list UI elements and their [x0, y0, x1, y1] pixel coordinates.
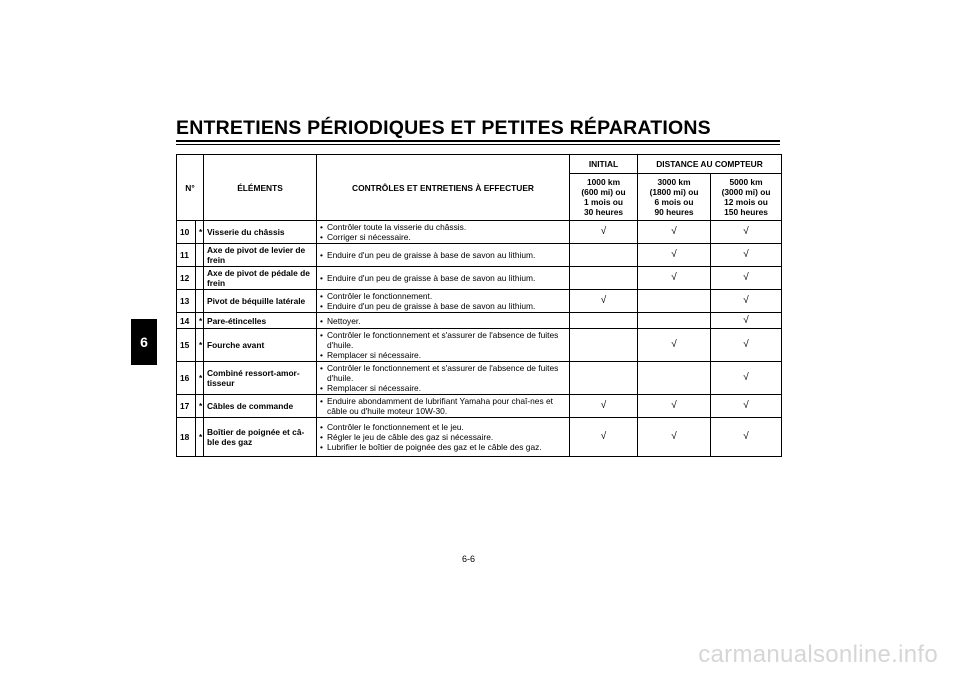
check-mark-icon: √ — [743, 400, 749, 411]
interval-1-mark — [570, 395, 638, 418]
check-item: • Enduire abondamment de lubrifiant Yamaha pour chaî-nes et câble ou d'huile moteur 10W-30. — [320, 396, 566, 416]
interval-2-distance: 3000 km — [657, 177, 691, 187]
checks-list — [320, 273, 566, 283]
check-item: • Contrôler le fonctionnement et le jeu. — [320, 422, 566, 432]
table-row — [177, 418, 782, 457]
header-no: N° — [177, 155, 204, 221]
check-item: • Contrôler le fonctionnement et s'assurer de l'absence de fuites d'huile. — [320, 330, 566, 350]
check-mark-icon: √ — [671, 226, 677, 237]
row-item: Combiné ressort-amor-tisseur — [204, 362, 317, 395]
interval-1-mark — [570, 362, 638, 395]
table-row — [177, 362, 782, 395]
table-row — [177, 313, 782, 329]
check-mark-icon: √ — [743, 295, 749, 306]
interval-2-mark — [638, 290, 711, 313]
header-interval-1 — [570, 174, 638, 221]
row-dealer-star — [196, 290, 204, 313]
interval-2-mark — [638, 329, 711, 362]
interval-1-months: 1 mois ou — [583, 197, 624, 207]
row-number: 13 — [177, 290, 196, 313]
check-item: • Lubrifier le boîtier de poignée des gaz et le câble des gaz. — [320, 442, 566, 452]
interval-3-mark — [711, 244, 782, 267]
check-item: • Corriger si nécessaire. — [320, 232, 566, 242]
interval-2-mark — [638, 313, 711, 329]
header-row-1 — [177, 155, 782, 174]
interval-3-months: 12 mois ou — [724, 197, 768, 207]
row-item: Axe de pivot de pédale de frein — [204, 267, 317, 290]
table-row — [177, 395, 782, 418]
interval-3-mark — [711, 313, 782, 329]
header-odometer: DISTANCE AU COMPTEUR — [638, 155, 782, 174]
check-item: • Enduire d'un peu de graisse à base de savon au lithium. — [320, 273, 566, 283]
table-row — [177, 290, 782, 313]
row-dealer-star — [196, 244, 204, 267]
row-checks — [317, 290, 570, 313]
interval-3-mark — [711, 362, 782, 395]
header-interval-2 — [638, 174, 711, 221]
interval-1-mark — [570, 418, 638, 457]
row-number: 17 — [177, 395, 196, 418]
check-mark-icon: √ — [743, 226, 749, 237]
interval-1-miles: (600 mi) ou — [581, 187, 626, 197]
row-checks — [317, 362, 570, 395]
interval-1-mark — [570, 244, 638, 267]
header-items: ÉLÉMENTS — [204, 155, 317, 221]
header-initial: INITIAL — [570, 155, 638, 174]
row-item: Axe de pivot de levier de frein — [204, 244, 317, 267]
interval-3-mark — [711, 290, 782, 313]
table-row — [177, 267, 782, 290]
row-dealer-star — [196, 267, 204, 290]
check-mark-icon: √ — [743, 431, 749, 442]
row-checks — [317, 267, 570, 290]
row-number: 12 — [177, 267, 196, 290]
interval-3-miles: (3000 mi) ou — [721, 187, 771, 197]
check-item: • Remplacer si nécessaire. — [320, 383, 566, 393]
row-checks — [317, 221, 570, 244]
row-dealer-star: * — [196, 329, 204, 362]
check-mark-icon: √ — [743, 372, 749, 383]
row-checks — [317, 244, 570, 267]
checks-list — [320, 291, 566, 311]
interval-3-mark — [711, 267, 782, 290]
interval-2-mark — [638, 362, 711, 395]
checks-list — [320, 250, 566, 260]
row-item: Pare-étincelles — [204, 313, 317, 329]
check-item: • Enduire d'un peu de graisse à base de savon au lithium. — [320, 250, 566, 260]
title-rule-thick — [176, 140, 780, 142]
check-item: • Contrôler le fonctionnement. — [320, 291, 566, 301]
header-checks: CONTRÔLES ET ENTRETIENS À EFFECTUER — [317, 155, 570, 221]
row-checks — [317, 395, 570, 418]
row-number: 10 — [177, 221, 196, 244]
check-mark-icon: √ — [600, 226, 607, 237]
interval-2-mark — [638, 395, 711, 418]
checks-list — [320, 422, 566, 452]
interval-3-distance: 5000 km — [729, 177, 763, 187]
row-dealer-star: * — [196, 221, 204, 244]
row-item: Visserie du châssis — [204, 221, 317, 244]
checks-list — [320, 396, 566, 416]
row-item: Boîtier de poignée et câ-ble des gaz — [204, 418, 317, 457]
check-mark-icon: √ — [671, 431, 677, 442]
row-item: Pivot de béquille latérale — [204, 290, 317, 313]
chapter-tab-number: 6 — [140, 334, 148, 350]
check-item: • Régler le jeu de câble des gaz si nécessaire. — [320, 432, 566, 442]
interval-2-hours: 90 heures — [654, 207, 694, 217]
interval-2-mark — [638, 221, 711, 244]
check-item: • Contrôler le fonctionnement et s'assurer de l'absence de fuites d'huile. — [320, 363, 566, 383]
table-row — [177, 221, 782, 244]
interval-3-mark — [711, 395, 782, 418]
interval-1-mark — [570, 290, 638, 313]
row-dealer-star: * — [196, 418, 204, 457]
row-number: 14 — [177, 313, 196, 329]
title-rule-thin — [176, 144, 780, 145]
checks-list — [320, 316, 566, 326]
interval-2-mark — [638, 244, 711, 267]
row-item: Fourche avant — [204, 329, 317, 362]
check-item: • Nettoyer. — [320, 316, 566, 326]
interval-3-hours: 150 heures — [724, 207, 768, 217]
header-interval-3 — [711, 174, 782, 221]
row-checks — [317, 313, 570, 329]
maintenance-table — [176, 154, 782, 457]
row-number: 11 — [177, 244, 196, 267]
check-mark-icon: √ — [600, 431, 607, 442]
interval-1-hours: 30 heures — [583, 207, 624, 217]
interval-1-mark — [570, 267, 638, 290]
checks-list — [320, 363, 566, 393]
interval-1-mark — [570, 221, 638, 244]
check-mark-icon: √ — [671, 400, 677, 411]
interval-2-miles: (1800 mi) ou — [649, 187, 699, 197]
watermark: carmanualsonline.info — [698, 641, 938, 668]
row-number: 15 — [177, 329, 196, 362]
check-item: • Remplacer si nécessaire. — [320, 350, 566, 360]
check-mark-icon: √ — [671, 339, 677, 350]
interval-2-mark — [638, 267, 711, 290]
interval-2-months: 6 mois ou — [654, 197, 694, 207]
check-mark-icon: √ — [600, 295, 607, 306]
table-row — [177, 329, 782, 362]
check-mark-icon: √ — [743, 339, 749, 350]
row-checks — [317, 329, 570, 362]
page-title: ENTRETIENS PÉRIODIQUES ET PETITES RÉPARATIONS — [176, 117, 711, 139]
row-dealer-star: * — [196, 395, 204, 418]
check-mark-icon: √ — [671, 249, 677, 260]
checks-list — [320, 330, 566, 360]
row-dealer-star: * — [196, 313, 204, 329]
interval-2-mark — [638, 418, 711, 457]
interval-3-mark — [711, 418, 782, 457]
check-mark-icon: √ — [600, 400, 607, 411]
row-item: Câbles de commande — [204, 395, 317, 418]
interval-3-mark — [711, 221, 782, 244]
page-number: 6-6 — [462, 554, 476, 564]
check-mark-icon: √ — [743, 249, 749, 260]
interval-3-mark — [711, 329, 782, 362]
interval-1-mark — [570, 329, 638, 362]
row-number: 18 — [177, 418, 196, 457]
row-dealer-star: * — [196, 362, 204, 395]
check-item: • Enduire d'un peu de graisse à base de savon au lithium. — [320, 301, 566, 311]
table-row — [177, 244, 782, 267]
interval-1-distance: 1000 km — [586, 177, 621, 187]
check-mark-icon: √ — [671, 272, 677, 283]
check-item: • Contrôler toute la visserie du châssis. — [320, 222, 566, 232]
interval-1-mark — [570, 313, 638, 329]
chapter-tab — [131, 319, 157, 365]
row-number: 16 — [177, 362, 196, 395]
check-mark-icon: √ — [743, 272, 749, 283]
row-checks — [317, 418, 570, 457]
checks-list — [320, 222, 566, 242]
check-mark-icon: √ — [743, 314, 749, 326]
